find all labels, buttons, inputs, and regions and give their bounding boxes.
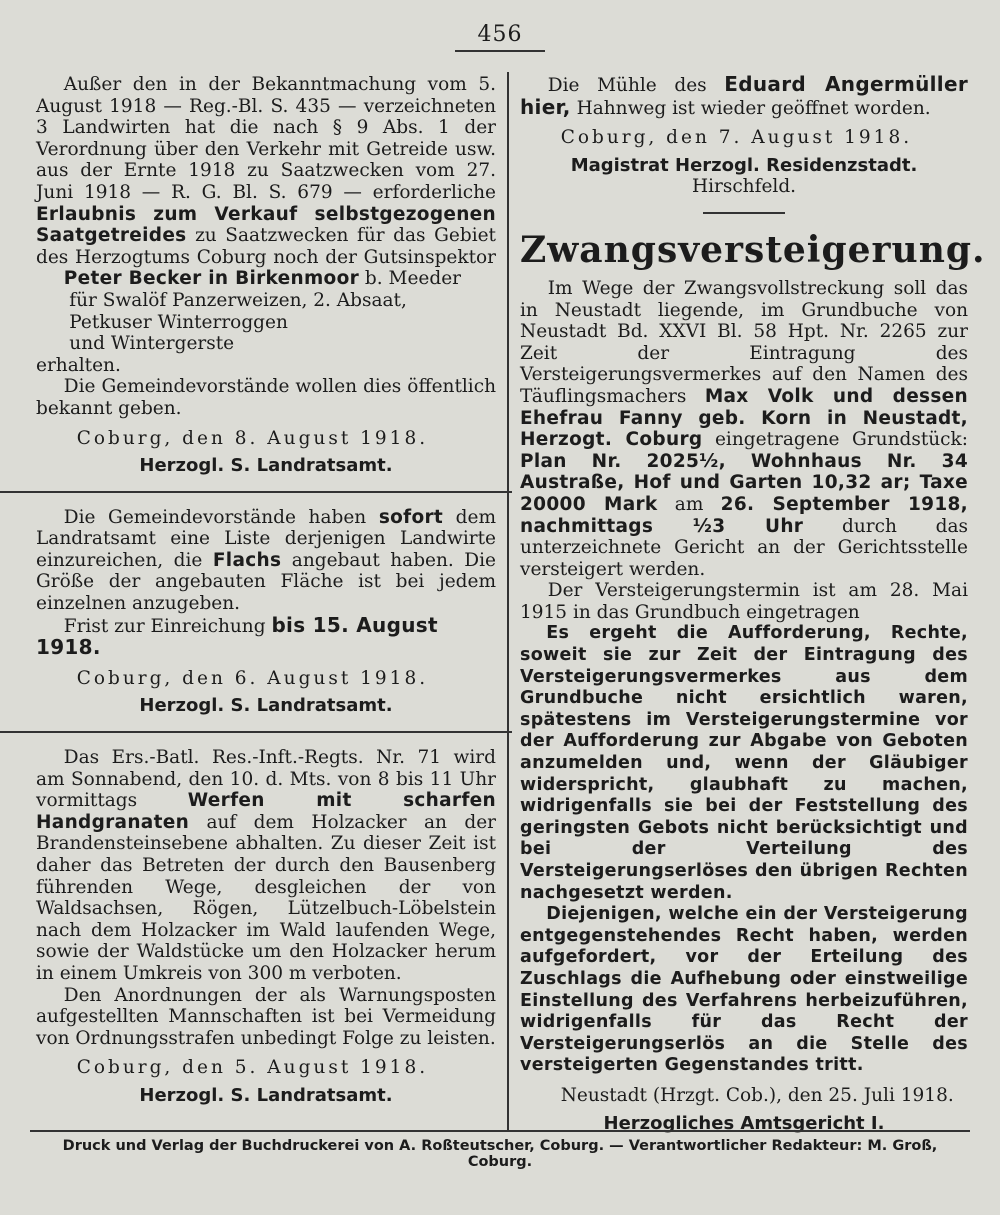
notice-signature: Herzogliches Amtsgericht I. <box>603 1112 885 1134</box>
section-separator <box>0 491 512 493</box>
auction-paragraph-2: Der Versteigerungstermin ist am 28. Mai 1915 in das Grundbuch eingetragen <box>520 580 968 623</box>
auction-text-b: eingetragene Grundstück: <box>714 429 968 451</box>
flax-text-b: dem Landratsamt eine Liste derjenigen Landwirte einzureichen, die <box>36 506 496 571</box>
notice-date: Coburg, den 8. August 1918. <box>76 427 429 449</box>
page-number: 456 <box>477 22 523 47</box>
closing-text: Die Gemeindevorstände wollen dies öffentlich bekannt geben. <box>36 376 496 419</box>
notice-mill-reopened <box>520 74 968 198</box>
warning-paragraph: Den Anordnungen der als Warnungsposten aufgestellten Mannschaften ist bei Vermeidung von Ordnungsstrafen unbedingt Folge zu leisten. <box>36 984 496 1049</box>
notice-paragraph <box>36 74 496 290</box>
mill-text-b: Hahnweg ist wieder geöffnet worden. <box>576 97 931 119</box>
inspector-location: b. Meeder <box>364 268 461 290</box>
flax-text-a: Die Gemeindevorstände haben <box>63 506 367 528</box>
notice-date: Neustadt (Hrzgt. Cob.), den 25. Juli 1918. <box>560 1084 954 1106</box>
deadline-label: Frist zur Einreichung <box>63 615 266 637</box>
flax-text-c: angebaut haben. Die Größe der angebauten Fläche ist bei jedem einzelnen anzugeben. <box>36 549 496 615</box>
auction-text-c: am <box>674 493 704 515</box>
auction-paragraph-1 <box>520 278 968 580</box>
notice-signature: Herzogl. S. Landratsamt. <box>139 695 393 717</box>
left-column <box>36 74 496 1107</box>
permission-bold: Erlaubnis zum Verkauf selbstgezogenen Saatgetreides <box>36 203 496 247</box>
auction-headline: Zwangsversteigerung. <box>520 228 986 271</box>
notice-paragraph <box>36 747 496 985</box>
mill-owner-bold: Eduard Angermüller hier, <box>520 72 968 119</box>
column-divider <box>507 72 509 1130</box>
imprint-footer: Druck und Verlag der Buchdruckerei von A. Roßteutscher, Coburg. — Verantwortlicher Redakteur: M. Groß, Coburg. <box>62 1138 938 1170</box>
grenade-text-a: Das Ers.-Batl. Res.-Inft.-Regts. Nr. 71 wird am Sonnabend, den 10. d. Mts. von 8 bis 11 Uhr vormittags <box>36 747 496 812</box>
right-column <box>520 72 986 1134</box>
auction-text-d: durch das unterzeichnete Gericht an der Gerichtsstelle versteigert werden. <box>520 515 968 580</box>
seed-item-1: für Swalöf Panzerweizen, 2. Absaat, <box>69 289 407 311</box>
notice-date: Coburg, den 7. August 1918. <box>560 127 913 149</box>
notice-date: Coburg, den 6. August 1918. <box>76 667 429 689</box>
notice-flax-report <box>36 507 496 717</box>
auction-paragraph-4: Diejenigen, welche ein der Versteigerung entgegenstehendes Recht haben, werden aufgefordert, vor der Erteilung des Zuschlags die Aufhebung oder einstweilige Einstellung des Verfahrens herbeizuführen, widrigenfalls für das Recht der Versteigerungserlös an die Stelle des versteigerten Gegenstandes tritt. <box>520 904 968 1076</box>
top-rule <box>455 50 545 52</box>
notice-signature: Magistrat Herzogl. Residenzstadt. <box>570 154 918 176</box>
section-separator <box>703 212 785 214</box>
notice-grenade-exercise <box>36 747 496 1107</box>
deadline-line <box>36 612 496 660</box>
notice-signature: Herzogl. S. Landratsamt. <box>139 1084 393 1106</box>
auction-paragraph-3: Es ergeht die Aufforderung, Rechte, soweit sie zur Zeit der Eintragung des Versteigerungsvermerkes aus dem Grundbuche nicht ersichtlich waren, spätestens im Versteigerungstermine vor der Aufforderung zur Abgabe von Geboten anzumelden und, wenn der Gläubiger widerspricht, glaubhaft zu machen, widrigenfalls sie bei der Feststellung des geringsten Gebots nicht berücksichtigt und bei der Verteilung des Versteigerungserlöses den übrigen Rechten nachgesetzt werden. <box>520 623 968 903</box>
flax-bold: Flachs <box>212 549 282 571</box>
seed-item-3: und Wintergerste <box>69 333 235 355</box>
immediately-bold: sofort <box>378 506 444 528</box>
notice-signature: Herzogl. S. Landratsamt. <box>139 455 393 477</box>
mill-text-a: Die Mühle des <box>547 75 707 96</box>
grenade-text-b: auf dem Holzacker an der Brandensteinsebene abhalten. Zu dieser Zeit ist daher das Betreten der durch den Bausenberg führenden Wege, desgleichen der von Waldsachsen, Rögen, Lützelbuch-Löbelstein nach dem Holzacker im Wald laufenden Wege, sowie der Waldstücke um den Holzacker herum in einem Umkreis von 300 m verboten. <box>36 811 496 984</box>
deadline-bold: bis 15. August 1918. <box>36 612 438 660</box>
notice-intro-text: Außer den in der Bekanntmachung vom 5. August 1918 — Reg.-Bl. S. 435 — verzeichneten 3 Landwirten hat die nach § 9 Abs. 1 der Verordnung über den Verkehr mit Getreide usw. aus der Ernte 1918 zu Saatzwecken vom 27. Juni 1918 — R. G. Bl. S. 679 — erforderliche <box>36 74 496 203</box>
notice-seed-sale-permission <box>36 74 496 477</box>
notice-date: Coburg, den 5. August 1918. <box>76 1057 429 1079</box>
grenade-bold: Werfen mit scharfen Handgranaten <box>36 790 496 833</box>
notice-foreclosure-auction <box>520 228 986 1134</box>
footer-rule <box>30 1130 970 1132</box>
inspector-name: Peter Becker in Birkenmoor <box>63 268 360 290</box>
auction-text-a: Im Wege der Zwangsvollstreckung soll das in Neustadt liegende, im Grundbuche von Neustadt Bd. XXVI Bl. 58 Hpt. Nr. 2265 zur Zeit der Eintragung des Versteigerungsvermerkes auf den Namen des Täuflingsmachers <box>520 277 968 407</box>
auction-date-bold: 26. September 1918, nachmittags ½3 Uhr <box>520 493 968 537</box>
auction-plan-bold: Plan Nr. 2025½, Wohnhaus Nr. 34 Austraße, Hof und Garten 10,32 ar; Taxe 20000 Mark <box>520 450 968 515</box>
auction-owner-bold: Max Volk und dessen Ehefrau Fanny geb. Korn in Neustadt, Herzogt. Coburg <box>520 385 968 451</box>
notice-paragraph <box>36 507 496 615</box>
signature-name: Hirschfeld. <box>691 176 797 198</box>
notice-paragraph <box>520 74 968 119</box>
notice-mid-text: zu Saatzwecken für das Gebiet des Herzogtums Coburg noch der Gutsinspektor <box>36 225 496 268</box>
seed-item-2: Petkuser Winterroggen <box>69 311 288 333</box>
section-separator <box>0 731 512 733</box>
received-text: erhalten. <box>36 354 121 376</box>
